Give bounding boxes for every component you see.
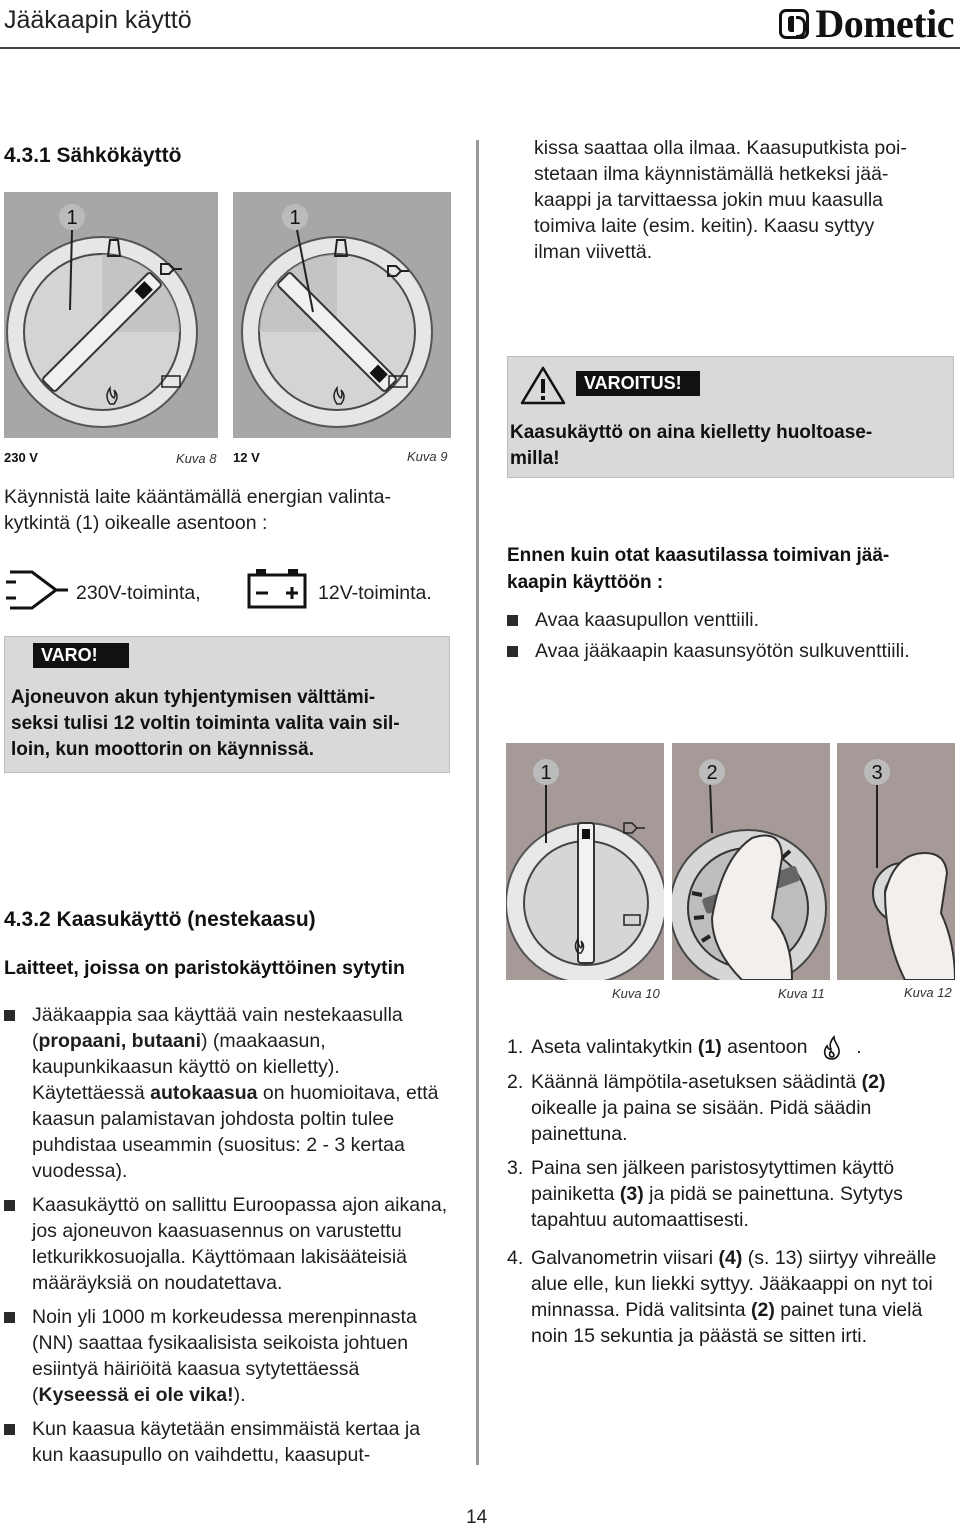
continued-text: kissa saattaa olla ilmaa. Kaasuputkista poi- stetaan ilma käynnistämällä hetkeksi jää- kaappi ja tarvittaessa jokin muu kaasulla toimiva laite (esim. keitin). Kaasu syttyy ilman viivettä. (534, 137, 907, 263)
caution-box (4, 636, 450, 773)
figure-11-caption: Kuva 11 (778, 986, 825, 1001)
figure-8-caption: Kuva 8 (176, 451, 217, 466)
section-heading-431: 4.3.1 Sähkökäyttö (4, 144, 182, 167)
plug-icon (6, 566, 70, 614)
battery-icon (246, 567, 308, 611)
svg-text:1: 1 (540, 762, 552, 784)
svg-text:1: 1 (289, 207, 301, 229)
caution-tag: VARO! (33, 643, 129, 668)
bold-span: (1) (697, 1036, 722, 1058)
caution-text: Ajoneuvon akun tyhjentymisen välttämi- seksi tulisi 12 voltin toiminta valita vain sil- loin, kun moottorin on käynnissä. (11, 687, 400, 760)
figure-10-caption: Kuva 10 (612, 986, 660, 1001)
before-use-list (507, 607, 959, 664)
page-number: 14 (466, 1507, 488, 1528)
section-heading-432: 4.3.2 Kaasukäyttö (nestekaasu) (4, 908, 316, 931)
thermostat-knob-pressed (672, 743, 830, 980)
list-item: Avaa jääkaapin kaasunsyötön sulkuventtiili. (507, 638, 959, 664)
list-item: Avaa kaasupullon venttiili. (507, 607, 959, 633)
flame-icon (819, 1035, 845, 1061)
dometic-logo-icon (779, 9, 809, 39)
before-use-heading: Ennen kuin otat kaasutilassa toimivan jää- kaapin käyttöön : (507, 545, 890, 593)
figure-9-label: 12 V (233, 450, 260, 465)
step-item: 1. Aseta valintakytkin (1) asentoon . (507, 1034, 957, 1061)
bold-span: (3) (619, 1182, 644, 1205)
svg-text:1: 1 (66, 207, 78, 229)
energy-selector-knob-12v (233, 192, 451, 438)
figure-8-label: 230 V (4, 450, 38, 465)
step-item: 2. Käännä lämpötila-asetuksen säädintä (2) oikealle ja paina se sisään. Pidä säädin painettuna. (507, 1070, 886, 1145)
step-number: 4. (507, 1246, 524, 1269)
list-item: Kun kaasua käytetään ensimmäistä kertaa ja kun kaasupullo on vaihdettu, kaasuput- (4, 1416, 456, 1468)
step-number: 3. (507, 1156, 524, 1179)
warning-triangle-icon (520, 365, 566, 405)
dometic-logo (779, 0, 954, 47)
warning-text: Kaasukäyttö on aina kielletty huoltoase- milla! (510, 422, 873, 469)
bold-span: autokaasua (150, 1082, 258, 1104)
figure-9-photo (233, 192, 451, 438)
energy-selector-knob-230v (4, 192, 218, 438)
mode-230v-label: 230V-toiminta, (76, 582, 201, 604)
bold-span: (2) (751, 1298, 775, 1321)
figure-10-photo (506, 743, 664, 980)
list-item: Noin yli 1000 m korkeudessa merenpinnasta (NN) saattaa fysikaalisista seikoista johtuen esiintyä häiriöitä kaasua sytytettäessä (Kyseessä ei ole vika!). (4, 1304, 456, 1408)
svg-text:3: 3 (871, 762, 883, 784)
selector-knob-gas-position (506, 743, 664, 980)
gas-usage-bullet-list (4, 1002, 456, 1476)
bold-span: Kyseessä ei ole vika! (38, 1384, 234, 1406)
step-number: 1. (507, 1036, 524, 1058)
step-item: 4. Galvanometrin viisari (4) (s. 13) siirtyy vihreälle alue elle, kun liekki syttyy. Jääkaappi on nyt toi minnassa. Pidä valitsinta (2) painet tuna vielä noin 15 sekuntia ja päästä se sitten irti. (507, 1246, 937, 1347)
column-divider (476, 140, 479, 1465)
mode-12v-label: 12V-toiminta. (318, 582, 432, 604)
figure-12-photo (837, 743, 955, 980)
igniter-button-pressed (837, 743, 955, 980)
svg-text:2: 2 (706, 762, 718, 784)
page-header-title: Jääkaapin käyttö (4, 6, 192, 34)
figure-11-photo (672, 743, 830, 980)
list-item: Kaasukäyttö on sallittu Euroopassa ajon aikana, jos ajoneuvon kaasuasennus on varustettu letkurikkosuojalla. Käyttömaan lakisääteisiä määräyksiä on noudatettava. (4, 1192, 456, 1296)
bold-span: propaani, butaani (38, 1030, 202, 1052)
brand-name: Dometic (815, 1, 954, 46)
figure-9-caption: Kuva 9 (407, 449, 448, 464)
warning-box (507, 356, 954, 478)
step-item: 3. Paina sen jälkeen paristosytyttimen käyttö painiketta (3) ja pidä se painettuna. Sytytys tapahtuu automaattisesti. (507, 1156, 903, 1231)
header-rule (0, 47, 960, 49)
bold-span: (2) (861, 1070, 886, 1093)
gas-start-steps (507, 1034, 957, 1357)
list-item: Jääkaappia saa käyttää vain nestekaasulla (propaani, butaani) (maakaasun, kaupunkikaasun käyttö on kielletty). Käytettäessä autokaasua on huomioitava, että kaasun palamistavan johdosta poltin tulee puhdistaa useammin (suositus: 2 - 3 kertaa vuodessa). (4, 1002, 456, 1184)
selector-instruction: Käynnistä laite kääntämällä energian valinta- kytkintä (1) oikealle asentoon : (4, 486, 391, 534)
subheading-battery-igniter: Laitteet, joissa on paristokäyttöinen sytytin (4, 957, 405, 979)
figure-8-photo (4, 192, 218, 438)
warning-tag: VAROITUS! (576, 371, 700, 396)
figure-12-caption: Kuva 12 (904, 985, 952, 1000)
bold-span: (4) (718, 1246, 743, 1269)
step-number: 2. (507, 1070, 524, 1093)
